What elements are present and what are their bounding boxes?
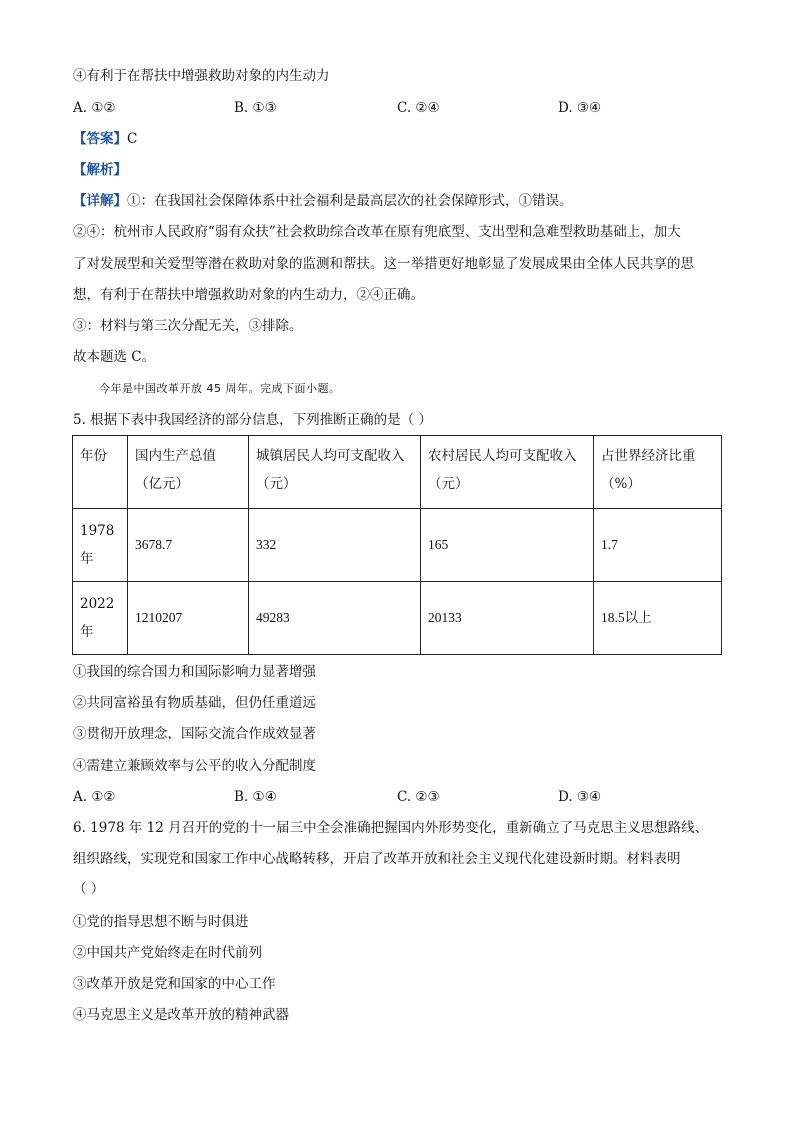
detail-line-2: ②④：杭州市人民政府“弱有众扶”社会救助综合改革在原有兜底型、支出型和急难型救助基础上，加大: [73, 224, 681, 240]
q5-option-4: ④需建立兼顾效率与公平的收入分配制度: [73, 758, 316, 774]
q6-option-3: ③改革开放是党和国家的中心工作: [73, 976, 276, 992]
q6-option-2: ②中国共产党始终走在时代前列: [73, 945, 262, 961]
analysis-label: 【解析】: [73, 162, 127, 178]
answer-label: 【答案】: [73, 131, 127, 147]
q6-option-1: ①党的指导思想不断与时俱进: [73, 914, 249, 930]
q5-option-3: ③贯彻开放理念，国际交流合作成效显著: [73, 726, 316, 742]
q6-option-4: ④马克思主义是改革开放的精神武器: [73, 1007, 289, 1023]
table-header-row: [73, 436, 722, 509]
detail-line-3: 了对发展型和关爱型等潜在救助对象的监测和帮扶。这一举措更好地彰显了发展成果由全体人民共享的思: [73, 256, 694, 272]
table-cell: 1210207: [128, 582, 249, 655]
q6-stem-line-1: 6. 1978 年 12 月召开的党的十一届三中全会准确把握国内外形势变化，重新确立了马克思主义思想路线、: [73, 820, 709, 836]
table-header-cell: 年份: [73, 436, 128, 509]
q5-choices: [73, 787, 733, 807]
q4-choice-a: A. ①②: [73, 100, 116, 116]
q4-option-4: ④有利于在帮扶中增强救助对象的内生动力: [73, 68, 330, 84]
q4-choice-c: C. ②④: [397, 100, 440, 116]
q5-choice-b: B. ①④: [234, 789, 277, 805]
q4-choices: [73, 98, 733, 118]
q4-choice-d: D. ③④: [558, 100, 602, 116]
detail-line-1: [73, 191, 573, 211]
q6-stem-line-3: （ ）: [73, 881, 105, 897]
table-cell: 1.7: [594, 509, 722, 582]
detail-line-4: 想，有利于在帮扶中增强救助对象的内生动力，②④正确。: [73, 287, 424, 303]
group-note: 今年是中国改革开放 45 周年。完成下面小题。: [99, 382, 341, 395]
table-cell: 332: [249, 509, 421, 582]
q5-option-1: ①我国的综合国力和国际影响力显著增强: [73, 664, 316, 680]
q5-choice-d: D. ③④: [558, 789, 602, 805]
table-row: [73, 509, 722, 582]
detail-text-1: ①：在我国社会保障体系中社会福利是最高层次的社会保障形式，①错误。: [127, 193, 573, 209]
table-cell: 49283: [249, 582, 421, 655]
detail-label: 【详解】: [73, 193, 127, 209]
table-cell: 3678.7: [128, 509, 249, 582]
q5-option-2: ②共同富裕虽有物质基础，但仍任重道远: [73, 695, 316, 711]
q5-stem: 5. 根据下表中我国经济的部分信息，下列推断正确的是（ ）: [73, 412, 432, 428]
table-header-cell: 城镇居民人均可支配收入（元）: [249, 436, 421, 509]
q5-choice-a: A. ①②: [73, 789, 116, 805]
table-row: [73, 582, 722, 655]
detail-line-5: ③：材料与第三次分配无关，③排除。: [73, 318, 303, 334]
table-cell: 1978 年: [73, 509, 128, 582]
analysis-line: [73, 160, 127, 180]
table-cell: 165: [421, 509, 594, 582]
q4-choice-b: B. ①③: [234, 100, 277, 116]
table-header-cell: 农村居民人均可支配收入（元）: [421, 436, 594, 509]
table-header-cell: 国内生产总值（亿元）: [128, 436, 249, 509]
q5-choice-c: C. ②③: [397, 789, 440, 805]
table-header-cell: 占世界经济比重（%）: [594, 436, 722, 509]
conclusion-line: 故本题选 C。: [73, 349, 156, 365]
table-cell: 2022 年: [73, 582, 128, 655]
table-cell: 20133: [421, 582, 594, 655]
economy-table: [72, 435, 722, 655]
answer-value: C: [127, 131, 138, 147]
table-cell: 18.5以上: [594, 582, 722, 655]
q6-stem-line-2: 组织路线，实现党和国家工作中心战略转移，开启了改革开放和社会主义现代化建设新时期。材料表明: [73, 851, 681, 867]
answer-line: [73, 129, 137, 149]
